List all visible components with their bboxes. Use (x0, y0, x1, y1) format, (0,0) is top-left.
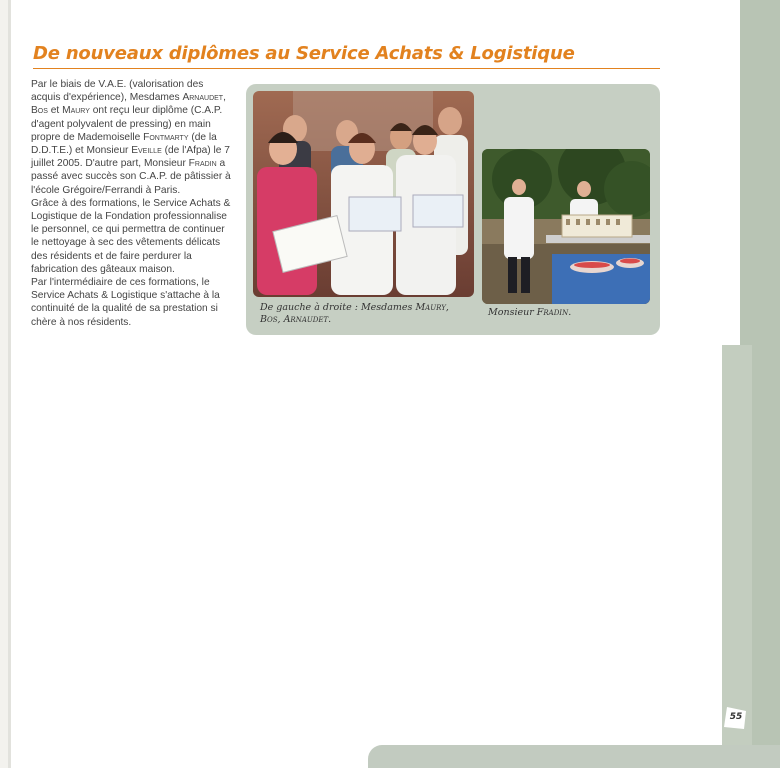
caption-separator: , (277, 314, 284, 325)
group-photo-caption (260, 302, 460, 326)
person-name: Arnaudet (182, 92, 224, 104)
article-paragraph (31, 276, 231, 329)
caption-separator: . (328, 314, 332, 325)
paragraph-text: Grâce à des formations, le Service Achats & Logistique de la Fondation professionnalise le personnel, ce qui permettra de continuer le nettoyage à sec des vêtements délicats des résidents et de faire perdurer la fabrication des gâteaux maison. (31, 197, 231, 275)
article-paragraph (31, 78, 231, 197)
article-paragraph (31, 197, 231, 276)
chef-photo (482, 149, 650, 304)
page-number: 55 (729, 712, 743, 722)
caption-lead: Monsieur (488, 307, 537, 318)
person-name: Bos (31, 105, 48, 117)
article-body (31, 78, 231, 329)
paragraph-text: ont reçu leur diplôme (C.A.P. d'agent polyvalent de pressing) en main propre de Mademoiselle (31, 105, 223, 143)
caption-person-name: Maury (415, 302, 446, 313)
paragraph-text: et (47, 105, 63, 117)
page-gutter (8, 0, 11, 768)
title-underline (33, 68, 660, 69)
bottom-margin-band (368, 745, 780, 768)
paragraph-text: (de l'Afpa) le 7 juillet 2005. D'autre part, Monsieur (31, 145, 230, 170)
person-name: Eveille (131, 145, 162, 157)
person-name: Fontmarty (143, 131, 189, 143)
chef-photo-caption (488, 307, 648, 319)
caption-separator: . (568, 307, 572, 318)
person-name: Maury (62, 105, 90, 117)
paragraph-text: Par le biais de V.A.E. (valorisation des acquis d'expérience), Mesdames (31, 79, 204, 104)
caption-person-name: Fradin (536, 307, 569, 318)
group-photo (253, 91, 474, 297)
caption-separator: , (445, 302, 449, 313)
right-margin-inner-band (722, 345, 752, 745)
paragraph-text: a passé avec succès son C.A.P. de pâtissier à l'école Grégoire/Ferrandi à Paris. (31, 158, 231, 196)
caption-lead: De gauche à droite : Mesdames (260, 302, 416, 313)
paragraph-text: (de la D.D.T.E.) et Monsieur (31, 131, 217, 157)
caption-person-name: Bos (260, 314, 278, 325)
article-title: De nouveaux diplômes au Service Achats & Logistique (33, 43, 575, 64)
paragraph-text: Par l'intermédiaire de ces formations, le Service Achats & Logistique s'attache à la continuité de la qualité de sa prestation si chère à nos résidents. (31, 277, 220, 328)
person-name: Fradin (188, 158, 217, 170)
paragraph-text: , (223, 92, 226, 104)
caption-person-name: Arnaudet (283, 314, 329, 325)
